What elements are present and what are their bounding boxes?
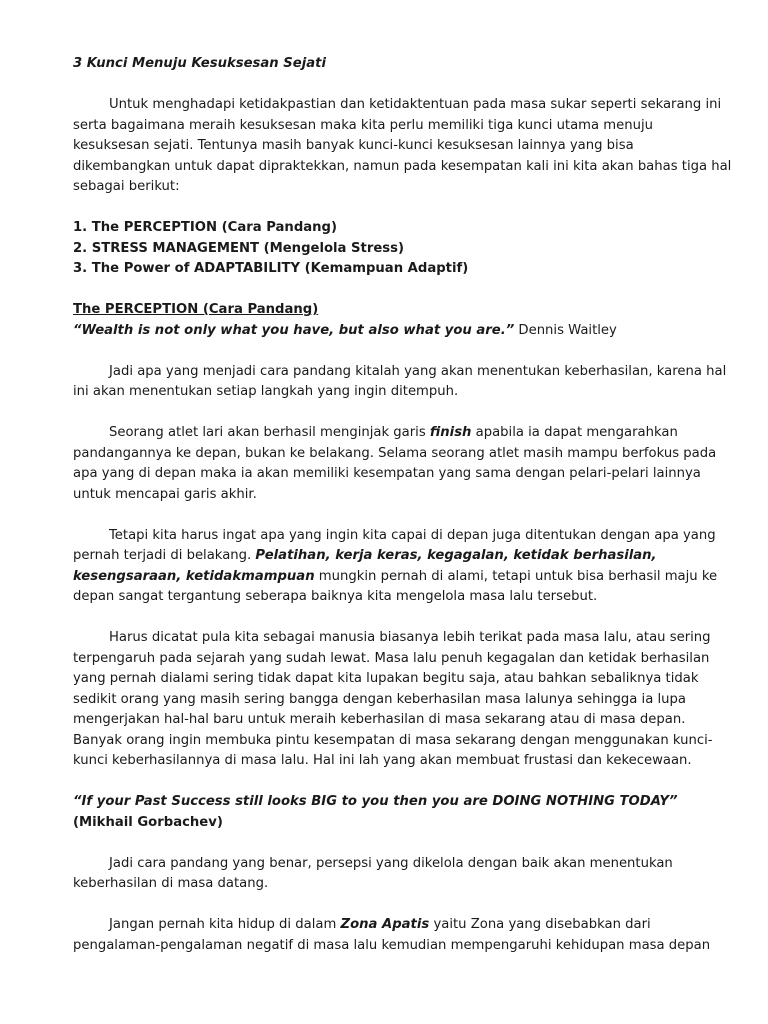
paragraph: Jadi cara pandang yang benar, persepsi yang dikelola dengan baik akan menentukan keberhasilan di masa datang. — [73, 855, 673, 891]
separator: , — [176, 568, 186, 584]
separator: , — [325, 548, 336, 563]
emphasis-text: ketidakmampuan — [185, 568, 315, 584]
paragraph: Harus dicatat pula kita sebagai manusia biasanya lebih terikat pada masa lalu, atau sering terpengaruh pada sejarah yang sudah lewat. Masa lalu penuh kegagalan dan ketidak berhasilan yang pernah dialami sering tidak dapat kita lupakan begitu saja, atau bahkan sebaliknya tidak sedikit orang yang masih sering bangga dengan keberhasilan masa lalunya sehingga ia lupa mengerjakan hal-hal baru untuk meraih keberhasilan di masa sekarang atau di masa depan. Banyak orang ingin membuka pintu kesempatan di masa sekarang dengan menggunakan kunci-kunci keberhasilannya di masa lalu. Hal ini lah yang akan membuat frustasi dan kekecewaan. — [73, 630, 713, 768]
paragraph — [73, 526, 733, 608]
text-run: mungkin pernah di alami, tetapi untuk bisa berhasil maju ke depan sangat tergantung seberapa baiknya kita mengelola masa lalu tersebut. — [73, 568, 718, 604]
spacer — [73, 198, 733, 219]
quote-author: (Mikhail Gorbachev) — [73, 814, 223, 830]
spacer — [73, 280, 733, 301]
section-heading: The PERCEPTION (Cara Pandang) — [73, 302, 319, 317]
paragraph — [73, 423, 733, 505]
spacer — [73, 833, 733, 854]
intro-paragraph: Untuk menghadapi ketidakpastian dan ketidaktentuan pada masa sukar seperti sekarang ini serta bagaimana meraih kesuksesan maka kita perlu memiliki tiga kunci utama menuju kesuksesan sejati. Tentunya masih banyak kunci-kunci kesuksesan lainnya yang bisa dikembangkan untuk dapat dipraktekkan, namun pada kesempatan kali ini kita akan bahas tiga hal sebagai berikut: — [73, 97, 732, 194]
emphasis-text: kesengsaraan — [73, 568, 177, 584]
text-run: Jangan pernah kita hidup di dalam — [109, 917, 341, 932]
spacer — [73, 608, 733, 629]
list-item: 3. The Power of ADAPTABILITY (Kemampuan Adaptif) — [73, 261, 469, 276]
separator: , — [651, 548, 657, 563]
list-item: 1. The PERCEPTION (Cara Pandang) — [73, 220, 338, 235]
paragraph: Jadi apa yang menjadi cara pandang kitalah yang akan menentukan keberhasilan, karena hal ini akan menentukan setiap langkah yang ingin ditempuh. — [73, 363, 727, 399]
emphasis-text: Zona Apatis — [340, 917, 430, 932]
paragraph — [73, 915, 733, 956]
spacer — [73, 505, 733, 526]
quote-text: “Wealth is not only what you have, but also what you are.” — [73, 322, 515, 338]
emphasis-text: kegagalan — [427, 548, 504, 563]
separator: , — [503, 548, 514, 563]
spacer — [73, 772, 733, 793]
text-run: yaitu Zona yang disebabkan dari pengalaman-pengalaman negatif di masa lalu kemudian mempengaruhi kehidupan masa depan — [73, 917, 711, 953]
spacer — [73, 403, 733, 424]
emphasis-text: ketidak berhasilan — [513, 548, 652, 563]
spacer — [73, 895, 733, 916]
emphasis-text: kerja keras — [335, 548, 418, 563]
document-page — [73, 54, 733, 956]
text-run: apabila ia dapat mengarahkan pandangannya ke depan, bukan ke belakang. Selama seorang atlet masih mampu berfokus pada apa yang di depan maka ia akan memiliki kesempatan yang sama dengan pelari-pelari lainnya untuk mencapai garis akhir. — [73, 425, 717, 502]
text-run: Tetapi kita harus ingat apa yang ingin kita capai di depan juga ditentukan dengan apa yang pernah terjadi di belakang. — [73, 527, 716, 563]
quote-text: “If your Past Success still looks BIG to you then you are DOING NOTHING TODAY” — [73, 794, 678, 809]
emphasis-text: Pelatihan — [255, 548, 326, 563]
quote-line — [73, 321, 733, 342]
list-item: 2. STRESS MANAGEMENT (Mengelola Stress) — [73, 240, 405, 256]
quote-author: Dennis Waitley — [514, 322, 617, 338]
emphasis-text: finish — [429, 425, 472, 440]
spacer — [73, 341, 733, 362]
separator: , — [417, 548, 428, 563]
text-run: Seorang atlet lari akan berhasil menginjak garis — [109, 425, 430, 440]
key-list — [73, 218, 733, 280]
document-title: 3 Kunci Menuju Kesuksesan Sejati — [73, 56, 326, 71]
